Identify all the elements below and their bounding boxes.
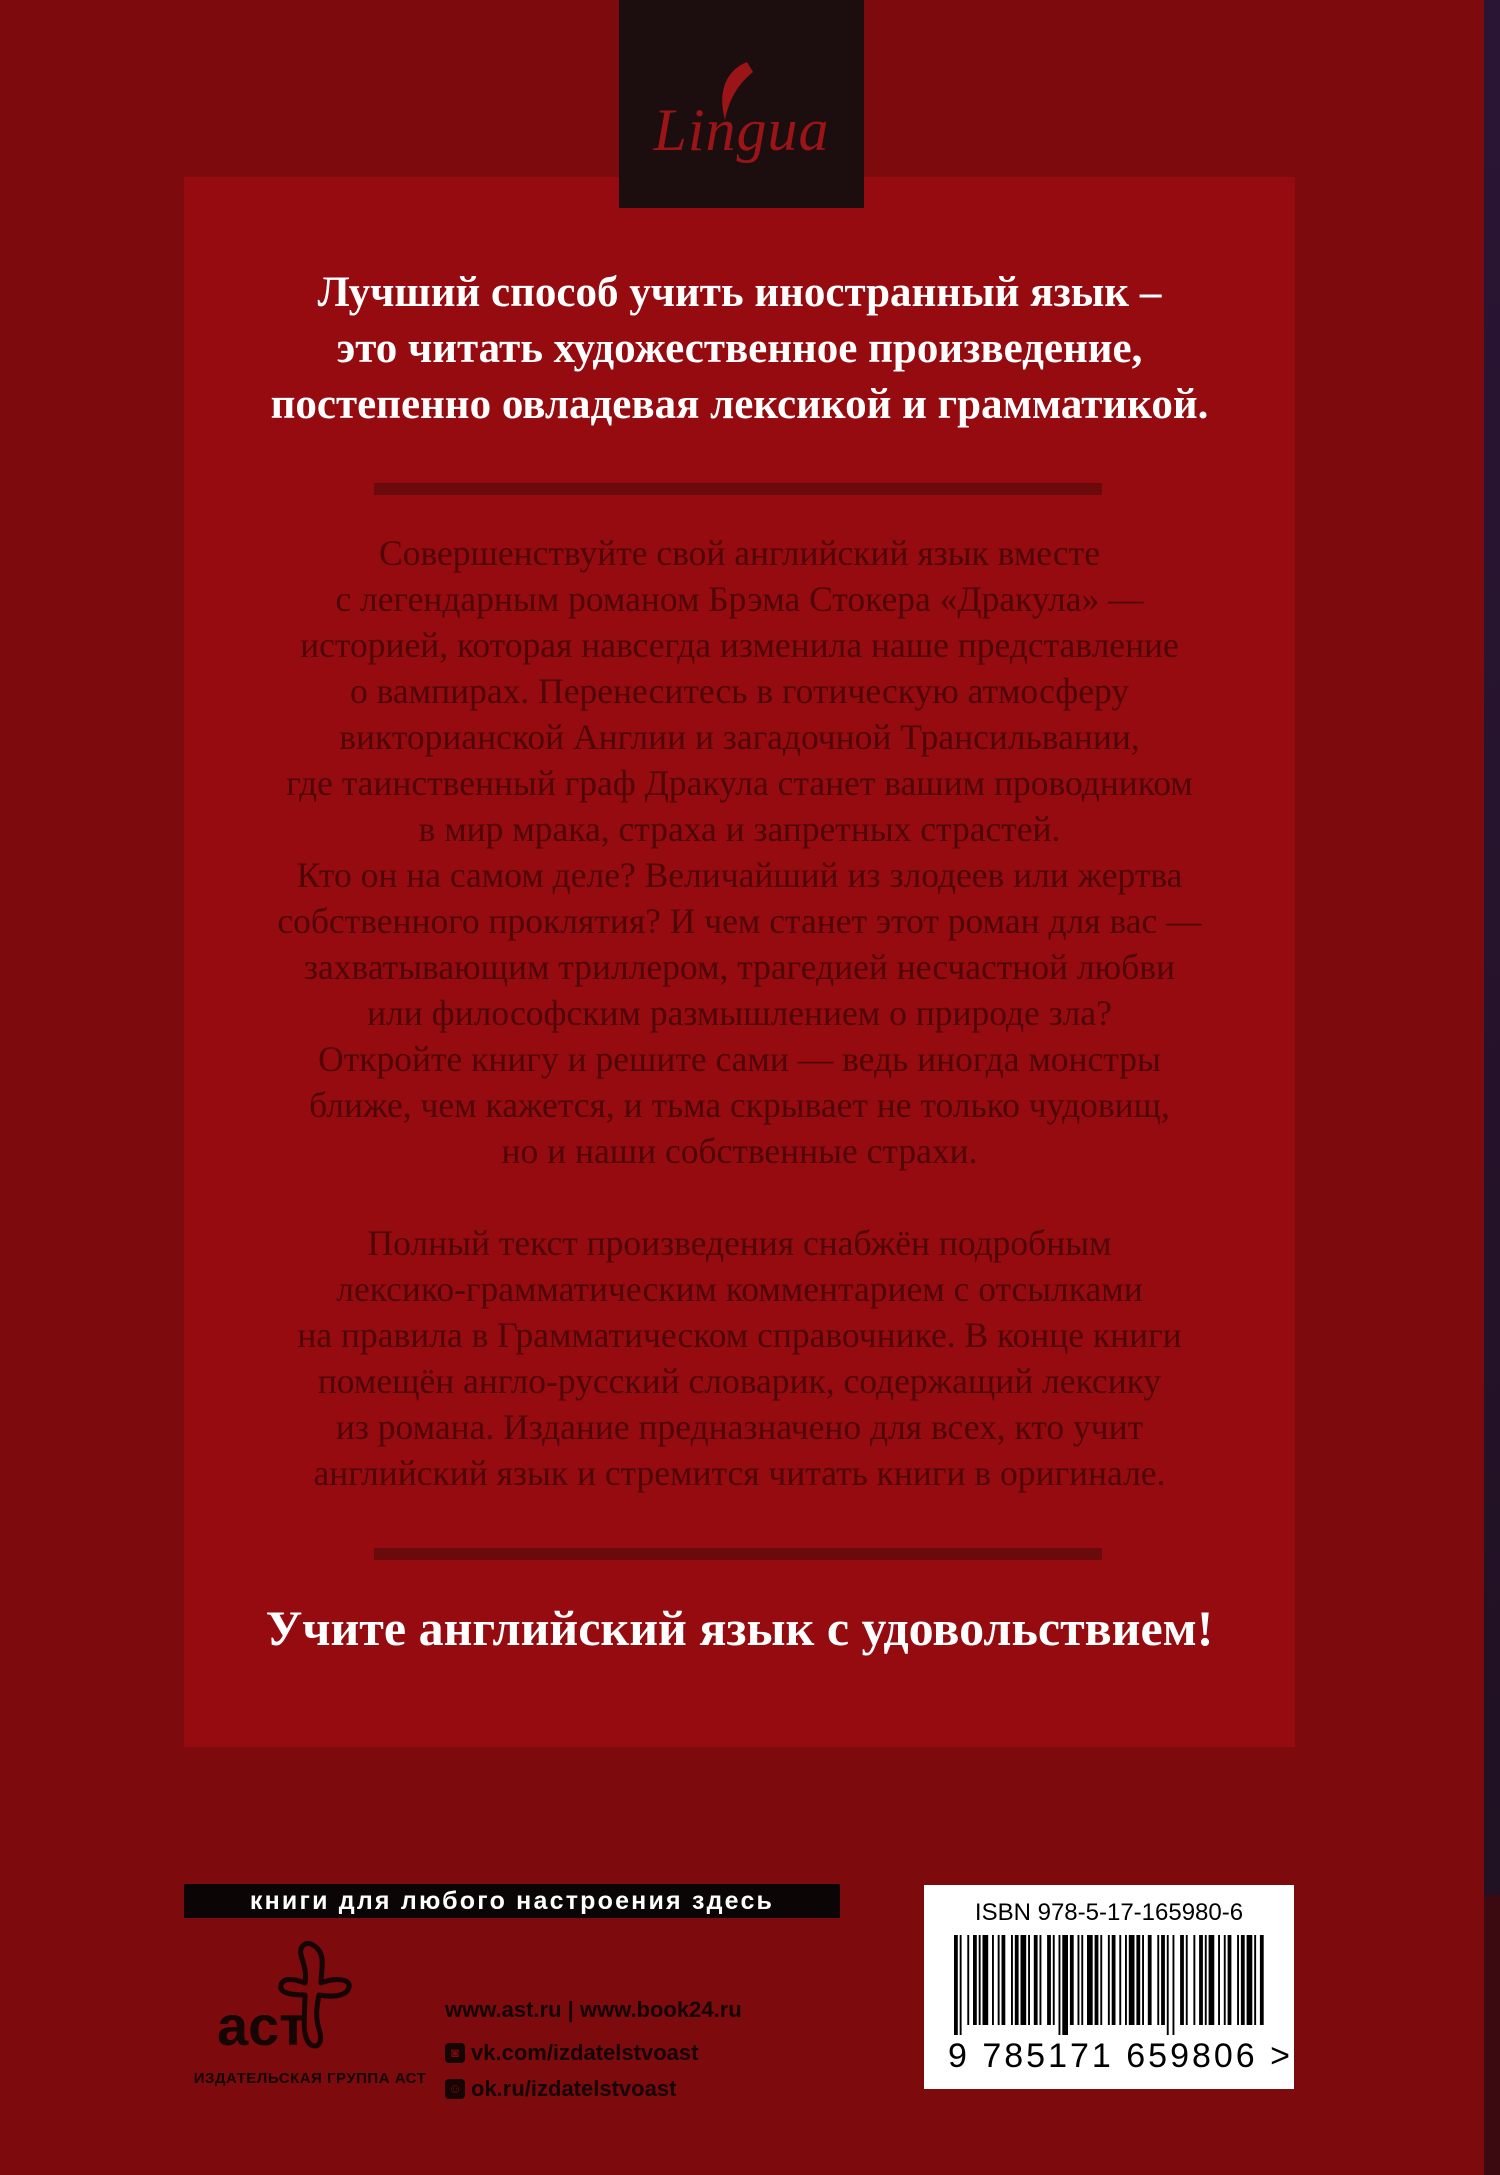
description-line: с легендарным романом Брэма Стокера «Дракула» — (335, 579, 1144, 619)
divider-top (374, 483, 1102, 495)
barcode-bar (979, 1935, 981, 2025)
barcode-bar (1142, 1935, 1144, 2025)
publisher-logo-text: аст (217, 1994, 307, 2057)
barcode-bar (1228, 1935, 1232, 2025)
barcode-bar (1087, 1935, 1093, 2025)
barcode-bar (1112, 1935, 1116, 2025)
headline-line: постепенно овладевая лексикой и грамматикой. (270, 381, 1209, 428)
barcode-bar (1237, 1935, 1239, 2025)
barcode-bar (1260, 1935, 1264, 2025)
description-line: ближе, чем кажется, и тьма скрывает не только чудовищ, (309, 1085, 1170, 1125)
barcode-bar (1129, 1935, 1135, 2025)
headline-line: Лучший способ учить иностранный язык – (317, 269, 1162, 316)
spine-edge-lower (1484, 1895, 1500, 2175)
edition-line: лексико-грамматическим комментарием с отсылками (336, 1269, 1143, 1309)
edition-line: Полный текст произведения снабжён подробным (367, 1223, 1112, 1263)
edition-line: из романа. Издание предназначено для всех, кто учит (335, 1407, 1144, 1447)
ok-link[interactable]: ok.ru/izdatelstvoast (471, 2076, 677, 2101)
barcode-bar (967, 1935, 969, 2025)
publisher-name: ИЗДАТЕЛЬСКАЯ ГРУППА АСТ (193, 2070, 427, 2087)
barcode-bar (973, 1935, 977, 2025)
description (184, 530, 1295, 1174)
barcode-bar (1193, 1935, 1195, 2025)
barcode-bars (954, 1935, 1264, 2035)
barcode-bar (1047, 1935, 1051, 2025)
tagline: Учите английский язык с удовольствием! (265, 1600, 1214, 1656)
description-line: в мир мрака, страха и запретных страстей. (418, 809, 1061, 849)
barcode-bar (1015, 1935, 1019, 2025)
barcode-bar (1021, 1935, 1027, 2025)
barcode-bar (1209, 1935, 1215, 2025)
publisher-links (445, 1985, 742, 2107)
barcode-bar (1062, 1935, 1068, 2035)
description-line: викторианской Англии и загадочной Трансильвании, (339, 717, 1140, 757)
barcode-bar (1136, 1935, 1140, 2025)
barcode-bar (1157, 1935, 1159, 2025)
barcode-bar (1148, 1935, 1152, 2025)
barcode-bar (1059, 1935, 1061, 2035)
barcode-bar (1119, 1935, 1121, 2025)
barcode-bar (1053, 1935, 1055, 2025)
barcode-bar (1040, 1935, 1042, 2025)
barcode-bar (1125, 1935, 1127, 2025)
barcode-bar (1081, 1935, 1083, 2025)
description-line: историей, которая навсегда изменила наше представление (300, 625, 1179, 665)
barcode-bar (1028, 1935, 1030, 2025)
ok-row (445, 2071, 742, 2107)
barcode-bar (1247, 1935, 1253, 2025)
websites-row (445, 1985, 742, 2035)
barcode-bar (998, 1935, 1000, 2025)
vk-icon: ◙ (445, 2043, 465, 2063)
barcode-bar (1180, 1935, 1184, 2025)
description-line: о вампирах. Перенеситесь в готическую атмосферу (349, 671, 1130, 711)
vk-row (445, 2035, 742, 2071)
barcode-bar (1254, 1935, 1256, 2025)
description-line: Совершенствуйте свой английский язык вместе (379, 533, 1100, 573)
description-line: или философским размышлением о природе зла? (367, 993, 1112, 1033)
description-line: но и наши собственные страхи. (501, 1131, 978, 1171)
description-line: Кто он на самом деле? Величайший из злодеев или жертва (296, 855, 1183, 895)
barcode-bar (1167, 1935, 1169, 2035)
barcode-bar (1186, 1935, 1188, 2025)
vk-link[interactable]: vk.com/izdatelstvoast (471, 2040, 699, 2065)
promo-banner: книги для любого настроения здесь (184, 1884, 840, 1918)
ok-icon: ☺ (445, 2079, 465, 2099)
websites-link[interactable]: www.ast.ru | www.book24.ru (445, 1997, 742, 2022)
barcode-bar (992, 1935, 994, 2025)
barcode-bar (1108, 1935, 1110, 2025)
barcode-bar (1034, 1935, 1038, 2025)
edition-line: английский язык и стремится читать книги в оригинале. (313, 1453, 1166, 1493)
headline-line: это читать художественное произведение, (336, 325, 1143, 372)
divider-bottom (374, 1548, 1102, 1560)
barcode-bar (1224, 1935, 1226, 2025)
barcode-bar (983, 1935, 989, 2025)
barcode-bar (1011, 1935, 1013, 2025)
barcode-bar (1095, 1935, 1099, 2025)
ean-digits: 9 785171 659806 > (948, 2037, 1294, 2075)
barcode-bar (1205, 1935, 1207, 2025)
description-line: захватывающим триллером, трагедией несчастной любви (304, 947, 1175, 987)
barcode-bar (1100, 1935, 1102, 2025)
barcode-bar (1241, 1935, 1245, 2025)
edition-info (184, 1220, 1295, 1496)
publisher-logo (215, 1937, 395, 2062)
headline (184, 265, 1295, 433)
edition-line: помещён англо-русский словарик, содержащий лексику (317, 1361, 1162, 1401)
edition-line: на правила в Грамматическом справочнике. В конце книги (297, 1315, 1182, 1355)
description-line: Откройте книгу и решите сами — ведь иногда монстры (318, 1039, 1161, 1079)
lingua-logo (619, 0, 864, 208)
barcode-bar (954, 1935, 958, 2035)
barcode-box (924, 1885, 1294, 2089)
description-line: где таинственный граф Дракула станет вашим проводником (286, 763, 1193, 803)
barcode-bar (960, 1935, 962, 2035)
barcode-bar (1161, 1935, 1165, 2025)
spine-edge (1484, 0, 1500, 2175)
barcode-bar (1218, 1935, 1220, 2025)
logo-text: Lingua (653, 97, 830, 163)
barcode-bar (1078, 1935, 1080, 2025)
barcode-bar (1002, 1935, 1006, 2025)
barcode-bar (1199, 1935, 1203, 2025)
barcode-bar (1070, 1935, 1074, 2025)
isbn-label: ISBN 978-5-17-165980-6 (974, 1899, 1244, 1926)
description-line: собственного проклятия? И чем станет этот роман для вас — (277, 901, 1202, 941)
barcode-bar (1173, 1935, 1175, 2035)
